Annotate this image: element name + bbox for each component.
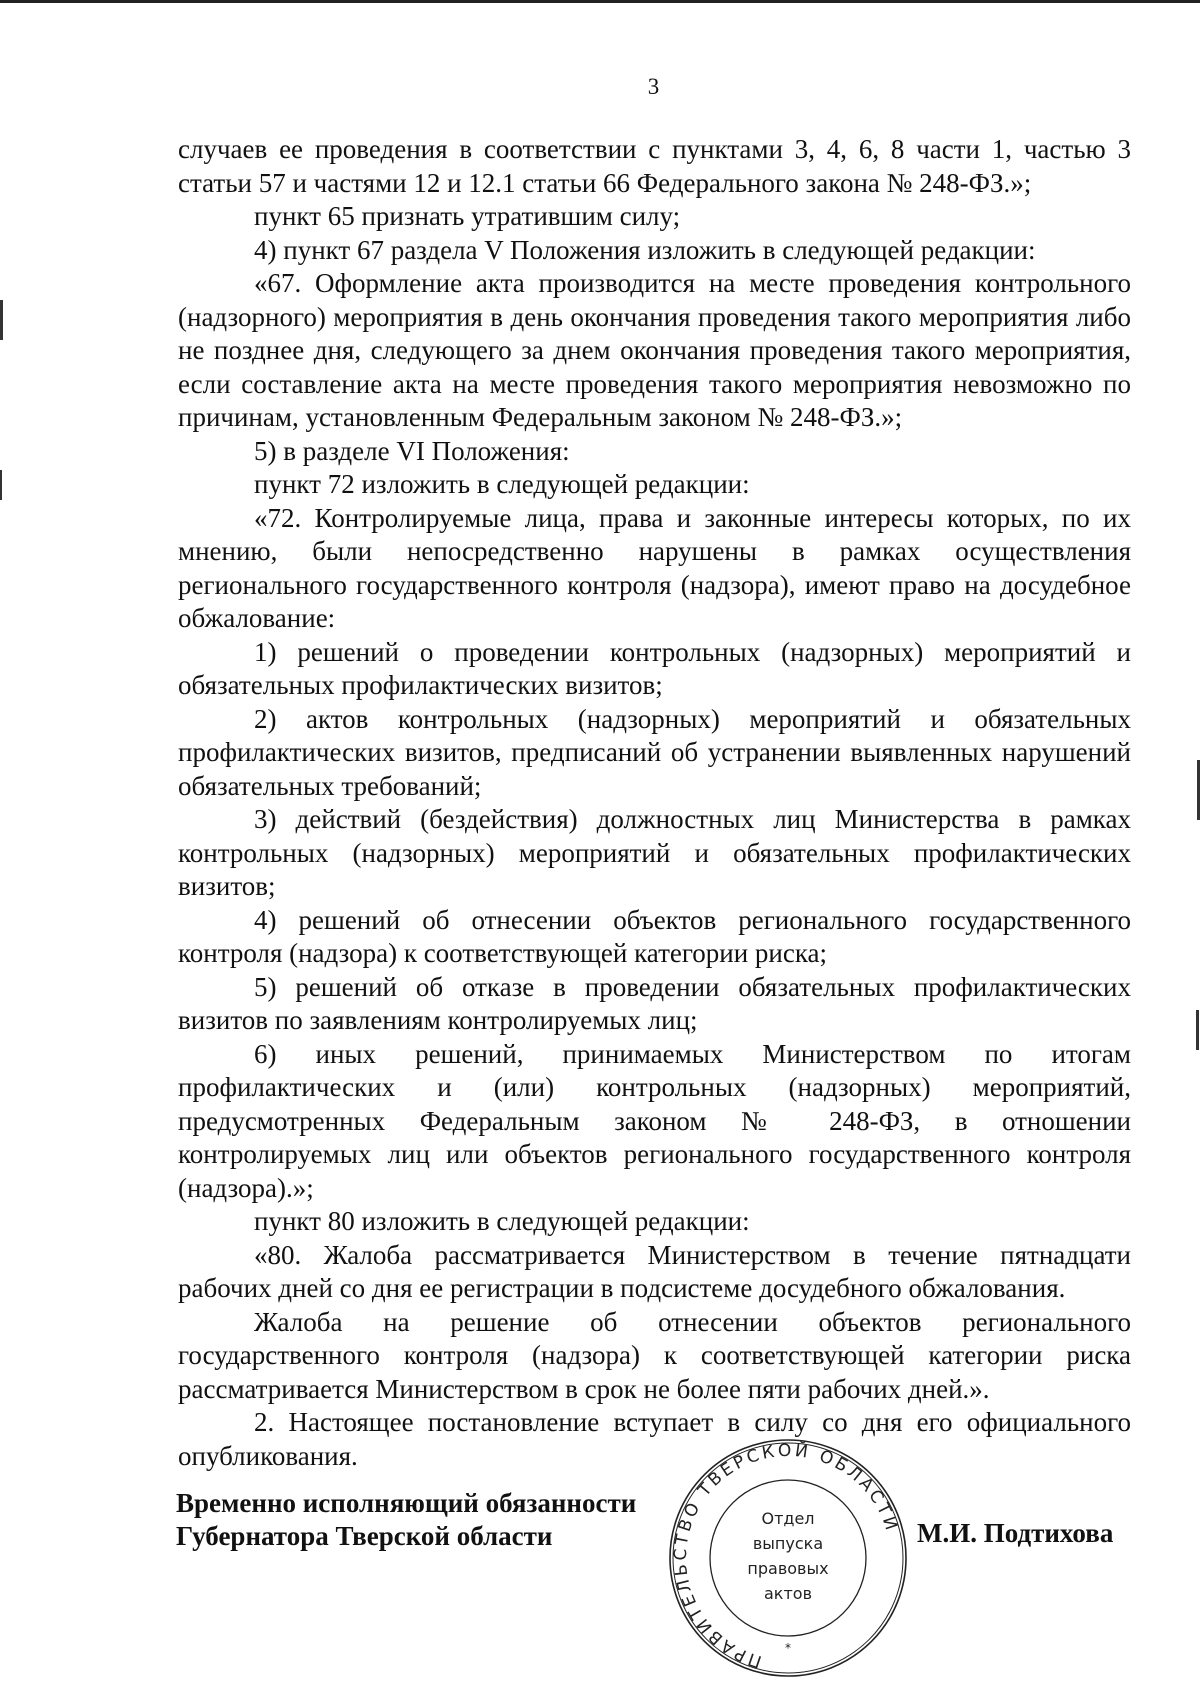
stamp-center-line: актов xyxy=(763,1584,813,1603)
signatory-name: М.И. Подтихова xyxy=(917,1518,1114,1548)
paragraph: 5) в разделе VI Положения: xyxy=(254,435,570,466)
scan-top-edge xyxy=(0,0,1200,3)
signature-block xyxy=(176,1487,636,1553)
paragraph: 4) пункт 67 раздела V Положения изложить в следующей редакции: xyxy=(254,234,1036,265)
paragraph: случаев ее проведения в соответствии с пунктами 3, 4, 6, 8 части 1, частью 3 статьи 57 и частями 12 и 12.1 статьи 66 Федерального закона № 248-ФЗ.»; xyxy=(178,134,1131,198)
document-body xyxy=(178,133,1131,1473)
scan-margin-mark xyxy=(0,470,2,500)
stamp-center-line: Отдел xyxy=(761,1509,815,1528)
paragraph: 1) решений о проведении контрольных (надзорных) мероприятий и обязательных профилактических визитов; xyxy=(178,636,1131,700)
signatory-position-line1: Временно исполняющий обязанности xyxy=(176,1488,637,1518)
paragraph: «72. Контролируемые лица, права и законные интересы которых, по их мнению, были непосредственно нарушены в рамках осуществления регионального государственного контроля (надзора), имеют право на досудебное обжалование: xyxy=(178,502,1131,633)
paragraph: пункт 65 признать утратившим силу; xyxy=(254,201,681,231)
paragraph: пункт 72 изложить в следующей редакции: xyxy=(254,469,750,499)
stamp-center-line: правовых xyxy=(747,1559,829,1578)
page-number: 3 xyxy=(647,74,660,99)
paragraph: «80. Жалоба рассматривается Министерством в течение пятнадцати рабочих дней со дня ее регистрации в подсистеме досудебного обжалования. xyxy=(178,1239,1131,1303)
paragraph: «67. Оформление акта производится на месте проведения контрольного (надзорного) мероприятия в день окончания проведения такого мероприятия либо не позднее дня, следующего за днем окончания проведения такого мероприятия, если составление акта на месте проведения такого мероприятия невозможно по причинам, установленным Федеральным законом № 248-ФЗ.»; xyxy=(178,268,1131,432)
signatory-position-line2: Губернатора Тверской области xyxy=(176,1521,553,1551)
stamp-star: * xyxy=(785,1641,791,1655)
stamp-ring-text: ПРАВИТЕЛЬСТВО ТВЕРСКОЙ ОБЛАСТИ xyxy=(670,1440,902,1672)
paragraph: 2. Настоящее постановление вступает в силу со дня его официального опубликования. xyxy=(178,1407,1131,1471)
paragraph: 2) актов контрольных (надзорных) мероприятий и обязательных профилактических визитов, предписаний об устранении выявленных нарушений обязательных требований; xyxy=(178,703,1131,801)
paragraph: 5) решений об отказе в проведении обязательных профилактических визитов по заявлениям контролируемых лиц; xyxy=(178,971,1131,1035)
paragraph: 4) решений об отнесении объектов регионального государственного контроля (надзора) к соответствующей категории риска; xyxy=(178,904,1131,968)
stamp-center-line: выпуска xyxy=(752,1534,824,1553)
scan-margin-mark xyxy=(0,300,3,340)
official-stamp xyxy=(668,1438,908,1678)
paragraph: 3) действий (бездействия) должностных лиц Министерства в рамках контрольных (надзорных) мероприятий и обязательных профилактических визитов; xyxy=(178,804,1131,901)
scan-margin-mark xyxy=(1196,1010,1199,1050)
paragraph: 6) иных решений, принимаемых Министерством по итогам профилактических и (или) контрольных (надзорных) мероприятий, предусмотренных Федеральным законом № 248-ФЗ, в отношении контролируемых лиц или объектов регионального государственного контроля (надзора).»; xyxy=(178,1038,1131,1203)
paragraph: пункт 80 изложить в следующей редакции: xyxy=(254,1206,750,1236)
paragraph: Жалоба на решение об отнесении объектов регионального государственного контроля (надзора) к соответствующей категории риска рассматривается Министерством в срок не более пяти рабочих дней.». xyxy=(178,1306,1131,1404)
